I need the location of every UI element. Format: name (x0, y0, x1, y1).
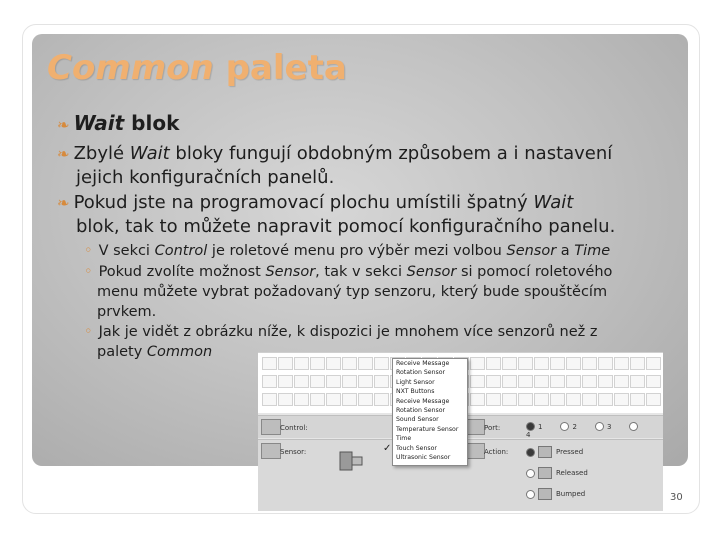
s2-e: si pomocí roletového (456, 264, 613, 280)
grid-cell (294, 357, 309, 370)
radio-icon[interactable] (595, 422, 604, 431)
sub-bullet-icon: ◦ (84, 324, 93, 340)
grid-cell (518, 357, 533, 370)
menu-item[interactable] (393, 415, 467, 424)
grid-cell (582, 393, 597, 406)
menu-item-label: Temperature Sensor (396, 425, 459, 433)
menu-item-label: Receive Message (396, 397, 450, 405)
grid-cell (566, 393, 581, 406)
menu-item[interactable] (393, 434, 467, 443)
grid-cell (518, 393, 533, 406)
sub-bullet-1 (84, 241, 684, 261)
port-options (526, 422, 663, 439)
s2-b: Sensor (265, 264, 316, 280)
grid-cell (310, 357, 325, 370)
grid-cell (502, 393, 517, 406)
menu-item-label: Rotation Sensor (396, 406, 446, 414)
touch-sensor-icon (338, 448, 364, 478)
action-option-label: Pressed (556, 448, 584, 456)
grid-cell (598, 357, 613, 370)
port-option-label: 1 (538, 422, 543, 431)
s1-d: Sensor (506, 243, 557, 259)
radio-icon[interactable] (629, 422, 638, 431)
p2-text-a: Pokud jste na programovací plochu umístili špatný (73, 192, 534, 213)
grid-cell (470, 357, 485, 370)
title-rest: paleta (213, 48, 347, 88)
grid-cell (518, 375, 533, 388)
grid-cell (598, 375, 613, 388)
p1-text-a: Zbylé (73, 143, 130, 164)
s2-line3: prvkem. (97, 304, 157, 320)
s1-a: V sekci (98, 243, 155, 259)
port-label: Port: (484, 424, 501, 432)
grid-cell (294, 393, 309, 406)
p2-line2: blok, tak to můžete napravit pomocí konfiguračního panelu. (76, 216, 616, 237)
grid-cell (646, 357, 661, 370)
radio-icon[interactable] (526, 469, 535, 478)
grid-cell (342, 375, 357, 388)
menu-item-label: NXT Buttons (396, 388, 435, 396)
grid-cell (630, 357, 645, 370)
s1-f: Time (574, 243, 611, 259)
grid-cell (310, 375, 325, 388)
menu-item[interactable] (393, 359, 467, 368)
port-option-3[interactable] (595, 423, 611, 431)
sensor-icon (261, 443, 281, 459)
sub-bullet-2 (84, 262, 684, 322)
grid-cell (278, 393, 293, 406)
control-icon (261, 419, 281, 435)
port-option-2[interactable] (560, 423, 576, 431)
grid-cell (534, 375, 549, 388)
action-option-bumped[interactable] (526, 488, 585, 500)
grid-cell (582, 375, 597, 388)
menu-item-label: Rotation Sensor (396, 369, 446, 377)
s2-a: Pokud zvolíte možnost (98, 264, 266, 280)
grid-cell (310, 393, 325, 406)
title-italic: Common (47, 48, 214, 88)
grid-cell (358, 393, 373, 406)
radio-icon[interactable] (560, 422, 569, 431)
s3-a: Jak je vidět z obrázku níže, k dispozici je mnohem více senzorů než z (98, 324, 598, 340)
grid-cell (326, 393, 341, 406)
action-option-pressed[interactable] (526, 446, 583, 458)
s1-c: je roletové menu pro výběr mezi volbou (207, 243, 507, 259)
menu-item-label: Touch Sensor (396, 444, 437, 452)
menu-item-label: Receive Message (396, 360, 450, 367)
grid-cell (358, 375, 373, 388)
action-glyph-icon (538, 446, 552, 458)
port-option-label: 4 (526, 431, 531, 439)
sub-bullet-icon: ◦ (84, 243, 93, 259)
grid-cell (502, 357, 517, 370)
grid-cell (262, 357, 277, 370)
grid-cell (630, 375, 645, 388)
grid-cell (374, 393, 389, 406)
grid-cell (374, 357, 389, 370)
grid-cell (278, 375, 293, 388)
grid-cell (470, 375, 485, 388)
grid-cell (646, 375, 661, 388)
control-label: Control: (280, 424, 308, 432)
action-option-label: Released (556, 469, 588, 477)
bullet-icon: ❧ (57, 145, 70, 163)
action-label: Action: (484, 448, 509, 456)
grid-cell (262, 393, 277, 406)
port-option-1[interactable] (526, 423, 542, 431)
radio-icon[interactable] (526, 422, 535, 431)
grid-cell (614, 357, 629, 370)
grid-cell (646, 393, 661, 406)
menu-item[interactable] (393, 378, 467, 387)
grid-cell (342, 393, 357, 406)
s1-e: a (556, 243, 575, 259)
grid-cell (470, 393, 485, 406)
slide-title (47, 48, 347, 88)
grid-cell (566, 375, 581, 388)
menu-item[interactable] (393, 397, 467, 406)
action-option-released[interactable] (526, 467, 588, 479)
grid-cell (358, 357, 373, 370)
page-number: 30 (670, 492, 683, 503)
radio-icon[interactable] (526, 448, 535, 457)
paragraph-2 (57, 191, 697, 239)
s1-b: Control (154, 243, 208, 259)
grid-cell (614, 375, 629, 388)
menu-item-label: Time (396, 435, 412, 443)
grid-cell (326, 357, 341, 370)
radio-icon[interactable] (526, 490, 535, 499)
bullet-icon: ❧ (57, 194, 70, 212)
port-option-4[interactable] (526, 423, 641, 440)
sensor-label: Sensor: (280, 448, 307, 456)
action-glyph-icon (538, 467, 552, 479)
menu-item[interactable] (393, 453, 467, 462)
bullet-icon: ❧ (57, 116, 70, 134)
menu-item[interactable] (393, 387, 467, 396)
grid-cell (294, 375, 309, 388)
grid-cell (262, 375, 277, 388)
grid-cell (534, 357, 549, 370)
p1-text-b: Wait (129, 143, 170, 164)
paragraph-1 (57, 142, 697, 190)
menu-item-label: Sound Sensor (396, 416, 439, 424)
menu-item[interactable] (393, 425, 467, 434)
checkmark-icon: ✓ (383, 442, 392, 454)
heading-italic: Wait (73, 111, 125, 135)
sub-bullet-icon: ◦ (84, 264, 93, 280)
action-icon (465, 443, 485, 459)
s2-d: Sensor (406, 264, 457, 280)
grid-cell (486, 393, 501, 406)
s2-c: , tak v sekci (315, 264, 407, 280)
grid-cell (486, 375, 501, 388)
s3-line2-b: Common (146, 344, 213, 360)
heading-wait-blok (57, 111, 179, 135)
menu-item-label: Ultrasonic Sensor (396, 453, 451, 461)
grid-cell (582, 357, 597, 370)
grid-cell (614, 393, 629, 406)
port-option-label: 2 (572, 422, 577, 431)
grid-cell (534, 393, 549, 406)
p1-text-c: bloky fungují obdobným způsobem a i nastavení (169, 143, 613, 164)
p1-line2: jejich konfiguračních panelů. (76, 167, 335, 188)
grid-cell (550, 357, 565, 370)
menu-item[interactable] (393, 368, 467, 377)
menu-item-label: Light Sensor (396, 378, 435, 386)
grid-cell (502, 375, 517, 388)
grid-cell (630, 393, 645, 406)
menu-item[interactable] (393, 406, 467, 415)
grid-cell (278, 357, 293, 370)
menu-item[interactable] (383, 442, 467, 454)
port-icon (465, 419, 485, 435)
grid-cell (550, 375, 565, 388)
grid-cell (566, 357, 581, 370)
grid-cell (598, 393, 613, 406)
grid-cell (550, 393, 565, 406)
grid-cell (374, 375, 389, 388)
grid-cell (326, 375, 341, 388)
s2-line2: menu můžete vybrat požadovaný typ senzoru, který bude spouštěcím (97, 284, 608, 300)
action-option-label: Bumped (556, 490, 586, 498)
port-option-label: 3 (606, 422, 612, 431)
s3-line2-a: palety (97, 344, 147, 360)
p2-text-b: Wait (533, 192, 574, 213)
grid-cell (486, 357, 501, 370)
grid-cell (342, 357, 357, 370)
heading-rest: blok (124, 111, 180, 135)
action-glyph-icon (538, 488, 552, 500)
sensor-dropdown-menu[interactable] (383, 358, 468, 466)
